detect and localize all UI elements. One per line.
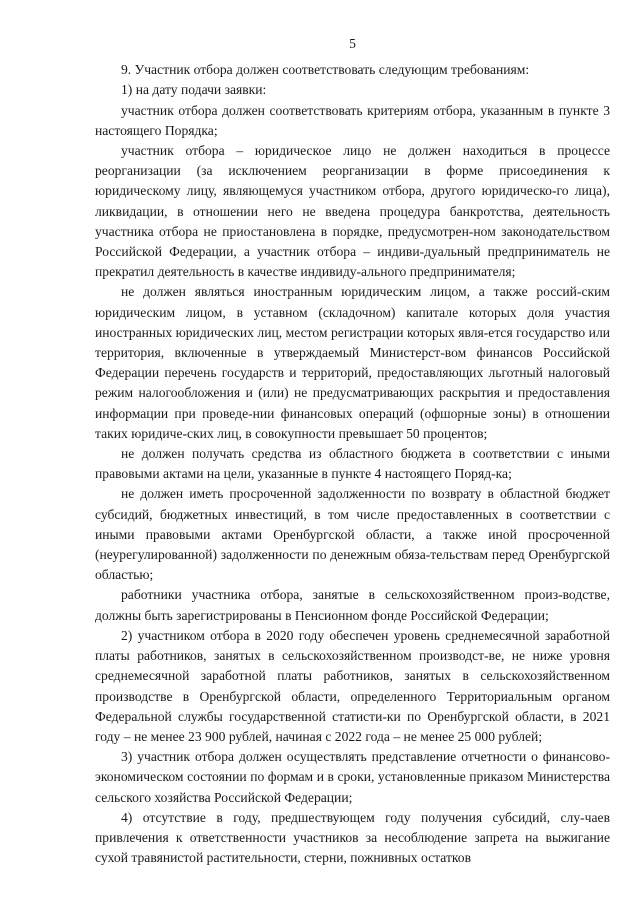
paragraph-item-4-burning: 4) отсутствие в году, предшествующем году получения субсидий, слу-чаев привлечения к ответственности участников за несоблюдение запрета на выжигание сухой травянистой растительности, стерни, пожнивных остатков — [95, 809, 610, 866]
paragraph-foreign-entity: не должен являться иностранным юридическим лицом, а также россий-ским юридическим лицом, в уставном (складочном) капитале которых доля участия иностранных юридических лиц, местом регистрации которых явля-ется государство или территория, включенные в утверждаемый Министерст-вом финансов Российской Федерации перечень государств и территорий, предоставляющих льготный налоговый режим налогообложения и (или) не предусматривающих раскрытия и предоставления информации при проведе-нии финансовых операций (офшорные зоны) в отношении таких юридиче-ских лиц, в совокупности превышает 50 процентов; — [95, 284, 610, 441]
paragraph-item-1: 1) на дату подачи заявки: — [121, 82, 267, 98]
document-page — [95, 34, 610, 868]
page-number: 5 — [349, 36, 356, 51]
paragraph-overdue-debt: не должен иметь просроченной задолженности по возврату в областной бюджет субсидий, бюджетных инвестиций, в том числе предоставленных в соответствии с иными правовыми актами Оренбургской области, а также иной просроченной (неурегулированной) задолженности по денежным обяза-тельствам перед Оренбургской областью; — [95, 486, 610, 583]
paragraph-regional-budget: не должен получать средства из областного бюджета в соответствии с иными правовыми актами на цели, указанные в пункте 4 настоящего Поряд-ка; — [95, 446, 610, 482]
paragraph-pension-fund: работники участника отбора, занятые в сельскохозяйственном произ-водстве, должны быть зарегистрированы в Пенсионном фонде Российской Федерации; — [95, 587, 610, 623]
paragraph-reorganization: участник отбора – юридическое лицо не должен находиться в процессе реорганизации (за исключением реорганизации в форме присоединения к юридическому лицу, являющемуся участником отбора, другого юридическо-го лица), ликвидации, в отношении него не введена процедура банкротства, деятельность участника отбора не приостановлена в порядке, предусмотрен-ном законодательством Российской Федерации, а участник отбора – индиви-дуальный предприниматель не прекратил деятельность в качестве индивиду-ального предпринимателя; — [95, 143, 610, 280]
paragraph-criteria: участник отбора должен соответствовать критериям отбора, указанным в пункте 3 настоящего Порядка; — [95, 102, 610, 138]
paragraph-requirements-heading: 9. Участник отбора должен соответствовать следующим требованиям: — [121, 62, 530, 78]
paragraph-item-3-reporting: 3) участник отбора должен осуществлять представление отчетности о финансово-экономическом состоянии по формам и в сроки, установленные приказом Министерства сельского хозяйства Российской Федерации; — [95, 749, 610, 805]
paragraph-item-2-salary: 2) участником отбора в 2020 году обеспечен уровень среднемесячной заработной платы работников, занятых в сельскохозяйственном производст-ве, не ниже уровня среднемесячной заработной платы работников, занятых в сельскохозяйственном производстве в Оренбургской области, определенного Территориальным органом Федеральной службы государственной статисти-ки по Оренбургской области, в 2021 году – не менее 23 900 рублей, начиная с 2022 года – не менее 25 000 рублей; — [95, 627, 610, 744]
